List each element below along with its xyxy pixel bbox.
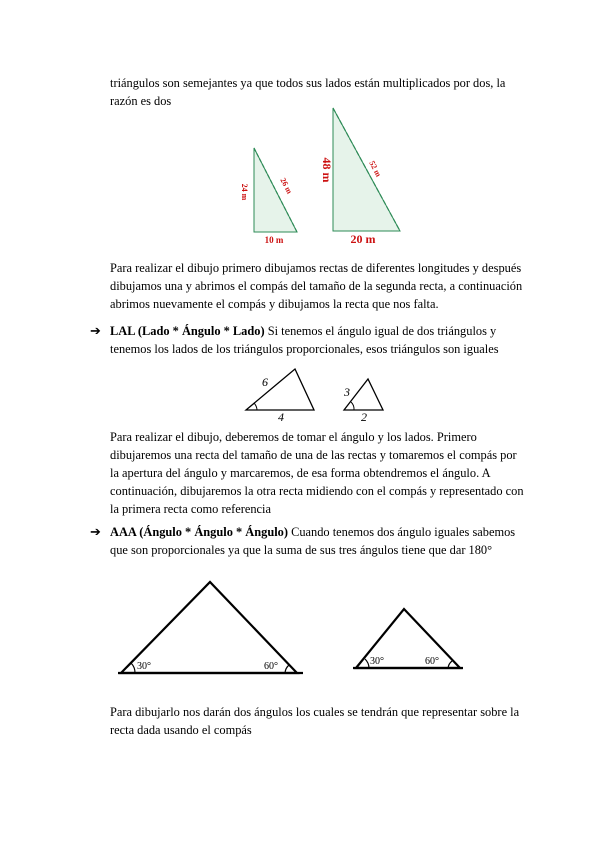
large-base-label: 20 m (350, 232, 376, 246)
lal-right-base-label: 2 (361, 410, 367, 424)
right-triangles-figure (230, 100, 410, 250)
small-base-label: 10 m (264, 235, 284, 245)
intro-paragraph: triángulos son semejantes ya que todos sus lados están multiplicados por dos, la razón es dos (110, 76, 506, 108)
aaa-large-angle-60: 60° (264, 661, 278, 672)
small-height-label: 24 m (240, 183, 249, 201)
aaa-small-angle-60: 60° (425, 656, 439, 667)
para-construction-3: Para dibujarlo nos darán dos ángulos los cuales se tendrán que representar sobre la recta dada usando el compás (110, 705, 520, 737)
aaa-triangles-figure (115, 575, 475, 685)
aaa-large-angle-30: 30° (137, 661, 151, 672)
lal-text: Si tenemos el ángulo igual de dos triángulos y tenemos los lados de los triángulos proporcionales, esos triángulos son iguales (110, 324, 499, 356)
lal-left-side-label: 6 (262, 375, 268, 389)
large-height-label: 48 m (320, 157, 334, 183)
aaa-title: AAA (Ángulo * Ángulo * Ángulo) (110, 525, 288, 539)
bullet-arrow-icon: ➔ (90, 524, 101, 539)
para-construction-2: Para realizar el dibujo, deberemos de tomar el ángulo y los lados. Primero dibujaremos una recta del tamaño de una de las rectas y tomaremos el compás por la apertura del ángulo y marcaremos, de esa forma obtendremos el ángulo. A continuación, dibujaremos la otra recta midiendo con el compás y representado con la primera recta como referencia (110, 430, 524, 516)
bullet-arrow-icon: ➔ (90, 323, 101, 338)
lal-left-base-label: 4 (278, 410, 284, 424)
aaa-criterion (110, 523, 535, 559)
lal-triangles-figure (240, 364, 400, 424)
aaa-small-angle-30: 30° (370, 656, 384, 667)
large-hypotenuse-label: 52 m (367, 159, 384, 179)
lal-title: LAL (Lado * Ángulo * Lado) (110, 324, 265, 338)
para-construction-1: Para realizar el dibujo primero dibujamos rectas de diferentes longitudes y después dibujamos una y abrimos el compás del tamaño de la segunda recta, a continuación abrimos nuevamente el compás y dibujamos la recta que nos falta. (110, 261, 523, 311)
lal-criterion (110, 322, 535, 358)
aaa-text: Cuando tenemos dos ángulo iguales sabemos que son proporcionales ya que la suma de sus tres ángulos tiene que dar 180° (110, 525, 516, 557)
lal-right-side-label: 3 (344, 385, 350, 399)
small-hypotenuse-label: 26 m (278, 176, 295, 196)
